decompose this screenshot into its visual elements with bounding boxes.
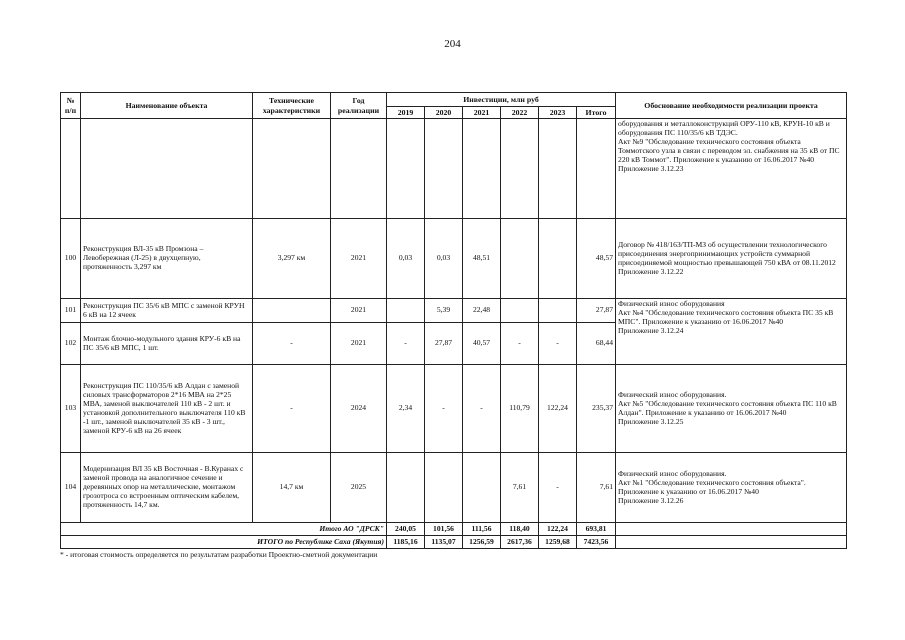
invest-total: 7,61 (577, 453, 616, 523)
justification-cell (616, 365, 847, 453)
table-row (61, 219, 847, 299)
object-name: Реконструкция ПС 110/35/6 кВ Алдан с заменой силовых трансформаторов 2*16 МВА на 2*25 МВА, заменой выключателей 110 кВ - 2 шт. и установкой дополнительного выключателя 110 кВ -1 шт., заменой выключателей 35 кВ - 3 шт., заменой КРУ-6 кВ на 26 ячеек (81, 365, 253, 453)
invest-total: 235,37 (577, 365, 616, 453)
header-year-2019: 2019 (387, 107, 425, 119)
total-label: ИТОГО по Республике Саха (Якутия) (61, 536, 387, 549)
row-number: 102 (61, 323, 81, 365)
table-row (61, 453, 847, 523)
header-name: Наименование объекта (81, 93, 253, 119)
header-tech: Технические характеристики (253, 93, 331, 119)
header-year-2023: 2023 (539, 107, 577, 119)
header-year-2021: 2021 (463, 107, 501, 119)
total-sum: 7423,56 (577, 536, 616, 549)
invest-2022: - (501, 323, 539, 365)
total-2021: 111,56 (463, 523, 501, 536)
implementation-year: 2025 (331, 453, 387, 523)
invest-2020: 5,39 (425, 299, 463, 323)
tech-spec: - (253, 323, 331, 365)
total-2020: 1135,07 (425, 536, 463, 549)
justification-line: Приложение 3.12.25 (618, 416, 684, 426)
justification-line: Акт №1 "Обследование технического состояния объекта". (618, 477, 806, 487)
invest-2023 (539, 219, 577, 299)
invest-2021 (463, 453, 501, 523)
object-name: Реконструкция ВЛ-35 кВ Промзона – Левобережная (Л-25) в двухцепную, протяженность 3,297 км (81, 219, 253, 299)
table-row (61, 365, 847, 453)
tech-spec: 3,297 км (253, 219, 331, 299)
invest-2021: - (463, 365, 501, 453)
justification-line: Приложение 3.12.26 (618, 495, 684, 505)
page-number: 204 (444, 38, 461, 50)
invest-2022 (501, 219, 539, 299)
total-2023: 122,24 (539, 523, 577, 536)
total-sum: 693,81 (577, 523, 616, 536)
justification-line: Приложение 3.12.22 (618, 266, 684, 276)
row-number: 103 (61, 365, 81, 453)
row-number: 100 (61, 219, 81, 299)
justification-line: Приложение 3.12.23 (618, 163, 684, 173)
invest-2023: - (539, 323, 577, 365)
object-name: Монтаж блочно-модульного здания КРУ-6 кВ на ПС 35/6 кВ МПС, 1 шт. (81, 323, 253, 365)
tech-spec: - (253, 365, 331, 453)
invest-total: 27,87 (577, 299, 616, 323)
justification-line: Приложение 3.12.24 (618, 326, 684, 336)
justification-line: Физический износ оборудования. (618, 468, 727, 478)
invest-2023: - (539, 453, 577, 523)
invest-2022: 110,79 (501, 365, 539, 453)
header-year-2020: 2020 (425, 107, 463, 119)
header-total: Итого (577, 107, 616, 119)
object-name: Модернизация ВЛ 35 кВ Восточная - В.Куранах с заменой провода на аналогичное сечение и деревянных опор на металлические, монтажом грозотроса со встроенным оптическим кабелем, протяженность 14,7 км. (81, 453, 253, 523)
header-investments: Инвестиции, млн руб (387, 93, 616, 107)
invest-2019: - (387, 323, 425, 365)
justification-line: Физический износ оборудования. (618, 389, 727, 399)
row-number: 101 (61, 299, 81, 323)
justification-line: Акт №5 "Обследование технического состояния объекта ПС 110 кВ Алдан". Приложение к указанию от 16.06.2017 №40 (618, 398, 837, 417)
footnote: * - итоговая стоимость определяется по результатам разработки Проектно-сметной документации (60, 550, 378, 559)
invest-2021: 48,51 (463, 219, 501, 299)
tech-spec: 14,7 км (253, 453, 331, 523)
justification-cell (616, 119, 847, 219)
total-2023: 1259,68 (539, 536, 577, 549)
justification-line: Акт №4 "Обследование технического состояния объекта ПС 35 кВ МПС". Приложение к указанию от 16.06.2017 №40 (618, 308, 834, 327)
header-justification: Обоснование необходимости реализации проекта (616, 93, 847, 119)
object-name: Реконструкция ПС 35/6 кВ МПС с заменой КРУН 6 кВ на 12 ячеек (81, 299, 253, 323)
implementation-year: 2021 (331, 219, 387, 299)
justification-line: Акт №9 "Обследование технического состояния объекта Томмотского узла в связи с переводом эл. снабжения на 35 кВ от ПС 220 кВ Томмот". Приложение к указанию от 16.06.2017 №40 (618, 137, 840, 164)
implementation-year: 2021 (331, 299, 387, 323)
invest-2022: 7,61 (501, 453, 539, 523)
total-2021: 1256,59 (463, 536, 501, 549)
header-num: № п/п (61, 93, 81, 119)
row-number: 104 (61, 453, 81, 523)
invest-2020: - (425, 365, 463, 453)
total-row-drsk (61, 523, 847, 536)
table-row (61, 299, 847, 323)
justification-cell (616, 299, 847, 365)
investment-table (60, 92, 847, 549)
justification-cell (616, 219, 847, 299)
invest-2022 (501, 299, 539, 323)
invest-2021: 40,57 (463, 323, 501, 365)
invest-total: 48,57 (577, 219, 616, 299)
invest-total: 68,44 (577, 323, 616, 365)
header-year-2022: 2022 (501, 107, 539, 119)
invest-2020: 27,87 (425, 323, 463, 365)
implementation-year: 2024 (331, 365, 387, 453)
invest-2023: 122,24 (539, 365, 577, 453)
total-row-yakutia (61, 536, 847, 549)
justification-line: оборудования и металлоконструкций ОРУ-110 кВ, КРУН-10 кВ и оборудования ПС 110/35/6 кВ ТДЭС. (618, 119, 830, 138)
justification-line: Физический износ оборудования (618, 299, 725, 309)
invest-2021: 22,48 (463, 299, 501, 323)
total-label: Итого АО "ДРСК" (61, 523, 387, 536)
total-2020: 101,56 (425, 523, 463, 536)
invest-2019: 0,03 (387, 219, 425, 299)
total-2022: 118,40 (501, 523, 539, 536)
tech-spec (253, 299, 331, 323)
invest-2019 (387, 299, 425, 323)
total-2022: 2617,36 (501, 536, 539, 549)
invest-2019: 2,34 (387, 365, 425, 453)
justification-line: Договор № 418/16З/ТП-МЗ об осуществлении технологического присоединения энергопринимающих устройств суммарной присоединяемой мощностью превышающей 750 кВА от 08.11.2012 (618, 239, 836, 267)
header-year: Год реализации (331, 93, 387, 119)
invest-2019 (387, 453, 425, 523)
justification-cell (616, 453, 847, 523)
total-2019: 1185,16 (387, 536, 425, 549)
total-2019: 240,05 (387, 523, 425, 536)
invest-2023 (539, 299, 577, 323)
invest-2020: 0,03 (425, 219, 463, 299)
invest-2020 (425, 453, 463, 523)
implementation-year: 2021 (331, 323, 387, 365)
justification-line: Приложение к указанию от 16.06.2017 №40 (618, 486, 759, 496)
table-row-continuation (61, 119, 847, 219)
